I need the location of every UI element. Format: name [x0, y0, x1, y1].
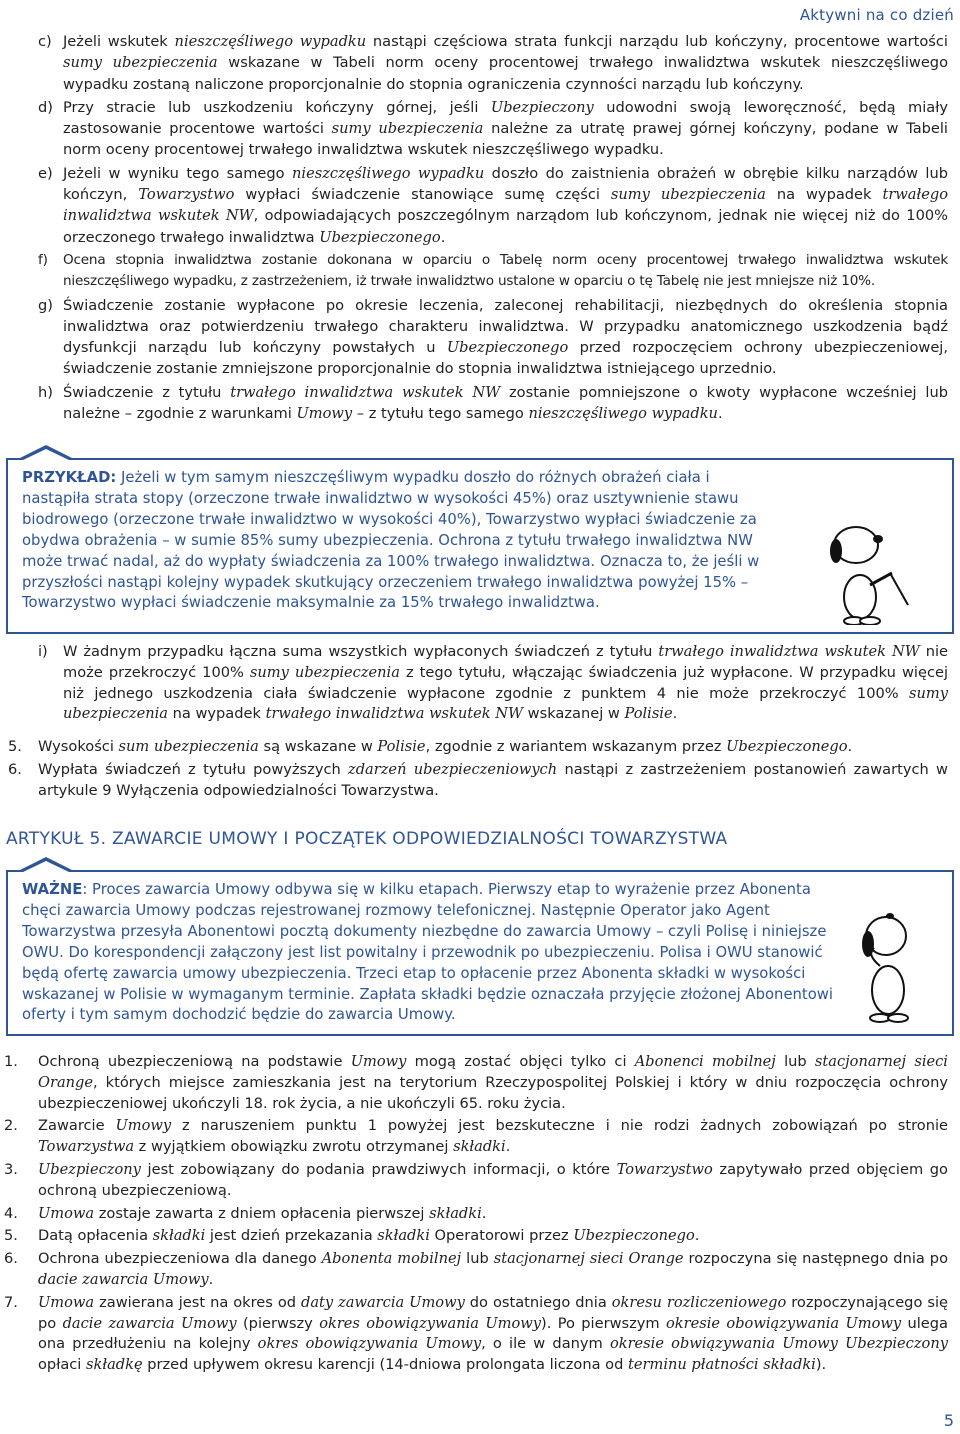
list-text: należne za utratę prawej górnej kończyny, podane w Tabeli norm oceny procentowej trwałego inwalidztwa wskutek nieszczęśliwego wypadku. — [63, 120, 948, 159]
emphasis-term: składki — [377, 1227, 430, 1245]
list-text: na wypadek — [765, 186, 883, 204]
list-item — [4, 1293, 948, 1376]
emphasis-term: Towarzystwo — [138, 186, 235, 204]
list-text: . — [505, 1138, 511, 1156]
emphasis-term: Ubezpieczony — [38, 1160, 141, 1178]
emphasis-term: stacjonarnej sieci Orange — [38, 1053, 948, 1091]
list-text: . — [717, 405, 723, 423]
list-text: lub — [775, 1053, 815, 1070]
list-marker: 5. — [8, 738, 22, 755]
emphasis-term: Polisie — [377, 738, 426, 755]
letter-list-bottom — [38, 642, 948, 727]
list-text: Operatorowi przez — [429, 1227, 574, 1245]
list-marker: 6. — [4, 1250, 18, 1268]
list-item — [38, 31, 948, 95]
list-item — [38, 295, 948, 380]
list-text: rozpoczynającego się po — [38, 1293, 948, 1332]
important-box-tab-inner — [21, 861, 71, 873]
list-text: nastąpi częściowa strata funkcji narządu lub kończyny, procentowe wartości — [366, 33, 948, 50]
list-item — [38, 97, 948, 161]
emphasis-term: dacie zawarcia Umowy — [62, 1314, 237, 1332]
list-text: zapytywało przed objęciem go ochroną ubezpieczeniową. — [38, 1160, 948, 1199]
list-item — [38, 642, 948, 725]
emphasis-term: okresie obowiązywania Umowy — [666, 1314, 902, 1332]
emphasis-term: składkę — [86, 1356, 143, 1374]
emphasis-term: sum ubezpieczenia — [118, 738, 259, 755]
emphasis-term: Towarzystwo — [616, 1160, 713, 1178]
emphasis-term: okresu rozliczeniowego — [611, 1293, 787, 1311]
list-marker: 6. — [8, 760, 22, 778]
list-item — [4, 1226, 948, 1247]
emphasis-term: okres obowiązywania Umowy — [319, 1314, 541, 1332]
list-item — [8, 760, 948, 802]
list-text: Ochrona ubezpieczeniowa dla danego — [38, 1250, 322, 1268]
list-text: zostaje zawarta z dniem opłacenia pierwszej — [94, 1204, 430, 1222]
emphasis-term: dacie zawarcia Umowy — [38, 1270, 209, 1288]
emphasis-term: Polisie — [624, 705, 673, 723]
example-box-tab-inner — [21, 449, 71, 461]
emphasis-term: Ubezpieczonego — [726, 738, 848, 755]
emphasis-term: Abonenci mobilnej — [634, 1053, 776, 1070]
list-text: Jeżeli w wyniku tego samego — [63, 164, 293, 182]
list-text: zostanie pomniejszone o kwoty wypłacone wcześniej lub należne – zgodnie z warunkami — [63, 383, 948, 423]
emphasis-term: Ubezpieczonego — [319, 228, 441, 246]
list-marker: g) — [38, 296, 53, 314]
list-text: Świadczenie z tytułu — [63, 383, 231, 401]
list-text: rozpoczyna się następnego dnia po — [683, 1250, 948, 1268]
snoopy-thinking-illustration — [846, 894, 926, 1024]
list-text: przed rozpoczęciem ochrony ubezpieczeniowej, świadczenie zostanie zmniejszone proporcjonalnie do stopnia inwalidztwa istniejącego uprzednio. — [63, 339, 948, 378]
list-text: do ostatniego dnia — [464, 1293, 612, 1311]
list-text: . — [481, 1204, 487, 1222]
numbered-list-5-6 — [8, 737, 948, 803]
emphasis-term: składki — [152, 1227, 206, 1245]
emphasis-term: Ubezpieczonego — [446, 339, 569, 357]
header-title: Aktywni na co dzień — [799, 6, 954, 24]
example-label: PRZYKŁAD: — [22, 469, 117, 486]
emphasis-term: nieszczęśliwego wypadku — [292, 164, 485, 182]
list-text: z tego tytułu, włączając świadczenia już wypłacone. W przypadku więcej niż jednego uszkodzenia ciała świadczenie wypłacone zgodnie z punktem 4 nie może przekroczyć 100% — [63, 663, 948, 702]
list-text: , zgodnie z wariantem wskazanym przez — [425, 738, 727, 755]
list-marker: 2. — [4, 1117, 18, 1135]
list-text: , o ile w danym — [481, 1335, 610, 1353]
emphasis-term: Towarzystwa — [38, 1138, 135, 1156]
list-text: ). Po pierwszym — [541, 1314, 667, 1332]
list-marker: d) — [38, 98, 53, 116]
emphasis-term: zdarzeń ubezpieczeniowych — [348, 760, 558, 778]
list-text: mogą zostać objęci tylko ci — [406, 1053, 635, 1070]
list-item — [4, 1249, 948, 1291]
emphasis-term: okres obowiązywania Umowy — [257, 1335, 482, 1353]
list-text: lub — [461, 1250, 494, 1268]
list-text: jest dzień przekazania — [205, 1227, 378, 1245]
emphasis-term: sumy ubezpieczenia — [610, 186, 766, 204]
emphasis-term: Umowa — [38, 1293, 95, 1311]
example-text: Jeżeli w tym samym nieszczęśliwym wypadku doszło do różnych obrażeń ciała i nastąpiła strata stopy (orzeczone trwałe inwalidztwo w wysokości 45%) oraz usztywnienie stawu biodrowego (orzeczone trwałe inwalidztwo w wysokości 40%), Towarzystwo wypłaci świadczenie za obydwa obrażenia – w sumie 85% sumy ubezpieczenia. Ochrona z tytułu trwałego inwalidztwa NW może trwać nadal, aż do wypłaty świadczenia za 100% trwałego inwalidztwa. Oznacza to, że jeśli w przyszłości nastąpi kolejny wypadek skutkujący orzeczeniem trwałego inwalidztwa powyżej 15% – Towarzystwo wypłaci świadczenie maksymalnie za 15% trwałego inwalidztwa. — [22, 469, 760, 612]
emphasis-term: Umowy — [296, 405, 353, 423]
list-marker: i) — [38, 643, 48, 660]
emphasis-term: trwałego inwalidztwa wskutek NW — [63, 186, 948, 225]
page-number: 5 — [943, 1411, 954, 1430]
list-text: . — [672, 705, 678, 723]
list-text: . — [694, 1227, 700, 1245]
emphasis-term: trwałego inwalidztwa wskutek NW — [265, 705, 524, 723]
emphasis-term: sumy ubezpieczenia — [331, 120, 484, 138]
list-text: Datą opłacenia — [38, 1227, 153, 1245]
list-text: opłaci — [38, 1356, 86, 1374]
important-box — [6, 870, 954, 1036]
list-item — [4, 1160, 948, 1202]
emphasis-term: Ubezpieczonego — [573, 1227, 695, 1245]
list-text: nie może przekroczyć 100% — [63, 643, 948, 681]
list-text: Wypłata świadczeń z tytułu powyższych — [38, 760, 349, 778]
list-text: . — [208, 1270, 214, 1288]
list-text: Ochroną ubezpieczeniową na podstawie — [38, 1053, 351, 1070]
list-text: nastąpi z zastrzeżeniem postanowień zawartych w artykule 9 Wyłączenia odpowiedzialności Towarzystwa. — [38, 760, 948, 799]
emphasis-term: daty zawarcia Umowy — [300, 1293, 465, 1311]
list-text: zawierana jest na okres od — [94, 1293, 301, 1311]
list-marker: e) — [38, 164, 53, 182]
list-text: Przy stracie lub uszkodzeniu kończyny górnej, jeśli — [63, 98, 491, 116]
list-text: , odpowiadających poszczególnym narządom lub kończynom, jednak nie więcej niż do 100% orzeczonego trwałego inwalidztwa — [63, 207, 949, 246]
list-text: (pierwszy — [236, 1314, 320, 1332]
emphasis-term: okresie obwiązywania Umowy Ubezpieczony — [609, 1335, 948, 1353]
section-title: ARTYKUŁ 5. ZAWARCIE UMOWY I POCZĄTEK ODPOWIEDZIALNOŚCI TOWARZYSTWA — [6, 829, 728, 849]
numbered-list-bottom — [4, 1052, 948, 1378]
example-box — [6, 458, 954, 634]
list-text: są wskazane w — [258, 738, 378, 755]
list-text: . — [847, 738, 853, 755]
list-marker: 5. — [4, 1227, 18, 1245]
emphasis-term: Ubezpieczony — [490, 98, 594, 116]
list-text: wskazane w Tabeli norm oceny procentowej trwałego inwalidztwa wskutek nieszczęśliwego wypadku zostaną naliczone proporcjonalnie do stopnia ograniczenia czynności narządu lub kończyny. — [63, 54, 948, 93]
list-marker: h) — [38, 383, 53, 401]
list-text: wskazanej w — [523, 705, 625, 723]
list-text: wypłaci świadczenie stanowiące sumę części — [234, 186, 611, 204]
list-item — [4, 1052, 948, 1114]
emphasis-term: składki — [429, 1204, 482, 1222]
list-text: Ocena stopnia inwalidztwa zostanie dokonana w oparciu o Tabelę norm oceny procentowej trwałego inwalidztwa wskutek nieszczęśliwego wypadku, z zastrzeżeniem, iż trwałe inwalidztwo ustalone w oparciu o tę Tabelę nie jest mniejsze niż 10%. — [63, 251, 948, 290]
emphasis-term: nieszczęśliwego wypadku — [174, 33, 367, 50]
list-text: Zawarcie — [38, 1117, 116, 1135]
list-text: udowodni swoją leworęczność, będą miały zastosowanie procentowe wartości — [63, 98, 949, 138]
emphasis-term: składki — [453, 1138, 506, 1156]
list-marker: c) — [38, 33, 52, 50]
emphasis-term: stacjonarnej sieci Orange — [493, 1250, 684, 1268]
list-marker: 1. — [4, 1053, 18, 1070]
list-text: – z tytułu tego samego — [352, 405, 529, 423]
list-item — [38, 163, 948, 248]
list-marker: 7. — [4, 1293, 18, 1311]
list-text: Jeżeli wskutek — [63, 33, 175, 50]
list-item — [8, 737, 948, 758]
list-text: przed upływem okresu karencji (14-dniowa prolongata liczona od — [142, 1356, 628, 1374]
list-text: doszło do zaistnienia obrażeń w obrębie kilku narządów lub kończyn, — [63, 164, 948, 204]
emphasis-term: sumy ubezpieczenia — [63, 684, 948, 723]
list-text: z wyjątkiem obowiązku zwrotu otrzymanej — [134, 1138, 454, 1156]
list-item — [4, 1204, 948, 1225]
emphasis-term: nieszczęśliwego wypadku — [528, 405, 718, 423]
emphasis-term: sumy ubezpieczenia — [249, 663, 400, 681]
list-text: ). — [815, 1356, 827, 1374]
list-marker: 3. — [4, 1160, 18, 1178]
list-item — [38, 250, 948, 293]
list-item — [38, 382, 948, 425]
list-item — [4, 1116, 948, 1158]
list-text: Wysokości — [38, 738, 119, 755]
emphasis-term: sumy ubezpieczenia — [63, 54, 218, 72]
emphasis-term: trwałego inwalidztwa wskutek NW — [230, 383, 501, 401]
list-text: z naruszeniem punktu 1 powyżej jest bezskuteczne i nie rodzi żadnych zobowiązań po stronie — [171, 1117, 948, 1135]
emphasis-term: Umowy — [350, 1053, 407, 1070]
snoopy-pointing-illustration — [820, 505, 910, 625]
list-text: ulega ona przedłużeniu na kolejny — [38, 1314, 948, 1353]
important-text: : Proces zawarcia Umowy odbywa się w kilku etapach. Pierwszy etap to wyrażenie przez Abonenta chęci zawarcia Umowy podczas rejestrowanej rozmowy telefonicznej. Następnie Operator jako Agent Towarzystwa przesyła Abonentowi pocztą dokumenty niezbędne do zawarcia Umowy – czyli Polisę i niniejsze OWU. Do korespondencji załączony jest list powitalny i przewodnik po ubezpieczeniu. Polisa i OWU stanowić będą ofertę zawarcia umowy ubezpieczenia. Trzeci etap to opłacenie przez Abonenta składki w wysokości wskazanej w Polisie w wymaganym terminie. Zapłata składki będzie oznaczała przyjęcie złożonej Abonentowi oferty i tym samym dochodzić będzie do zawarcia Umowy. — [22, 881, 833, 1024]
emphasis-term: Umowy — [115, 1117, 172, 1135]
list-text: , których miejsce zamieszkania jest na terytorium Rzeczypospolitej Polskiej i który w dniu rozpoczęcia ochrony ubezpieczeniowej ukończyli 18. rok życia, a nie ukończyli 65. roku życia. — [38, 1073, 948, 1112]
list-text: . — [440, 228, 446, 246]
emphasis-term: Abonenta mobilnej — [321, 1250, 462, 1268]
list-text: jest zobowiązany do podania prawdziwych informacji, o które — [140, 1160, 617, 1178]
emphasis-term: trwałego inwalidztwa wskutek NW — [658, 643, 920, 660]
list-marker: 4. — [4, 1204, 18, 1222]
letter-list-top — [38, 31, 948, 426]
important-label: WAŻNE — [22, 881, 83, 898]
list-text: na wypadek — [167, 705, 266, 723]
list-text: W żadnym przypadku łączna suma wszystkich wypłaconych świadczeń z tytułu — [63, 643, 659, 660]
emphasis-term: terminu płatności składki — [628, 1356, 816, 1374]
emphasis-term: Umowa — [38, 1204, 95, 1222]
list-text: Świadczenie zostanie wypłacone po okresie leczenia, zaleconej rehabilitacji, niezbędnych do określenia stopnia inwalidztwa oraz potwierdzeniu trwałego charakteru inwalidztwa. W przypadku anatomicznego uszkodzenia bądź dysfunkcji narządu lub kończyny powstałych u — [63, 296, 948, 357]
list-marker: f) — [38, 251, 48, 268]
